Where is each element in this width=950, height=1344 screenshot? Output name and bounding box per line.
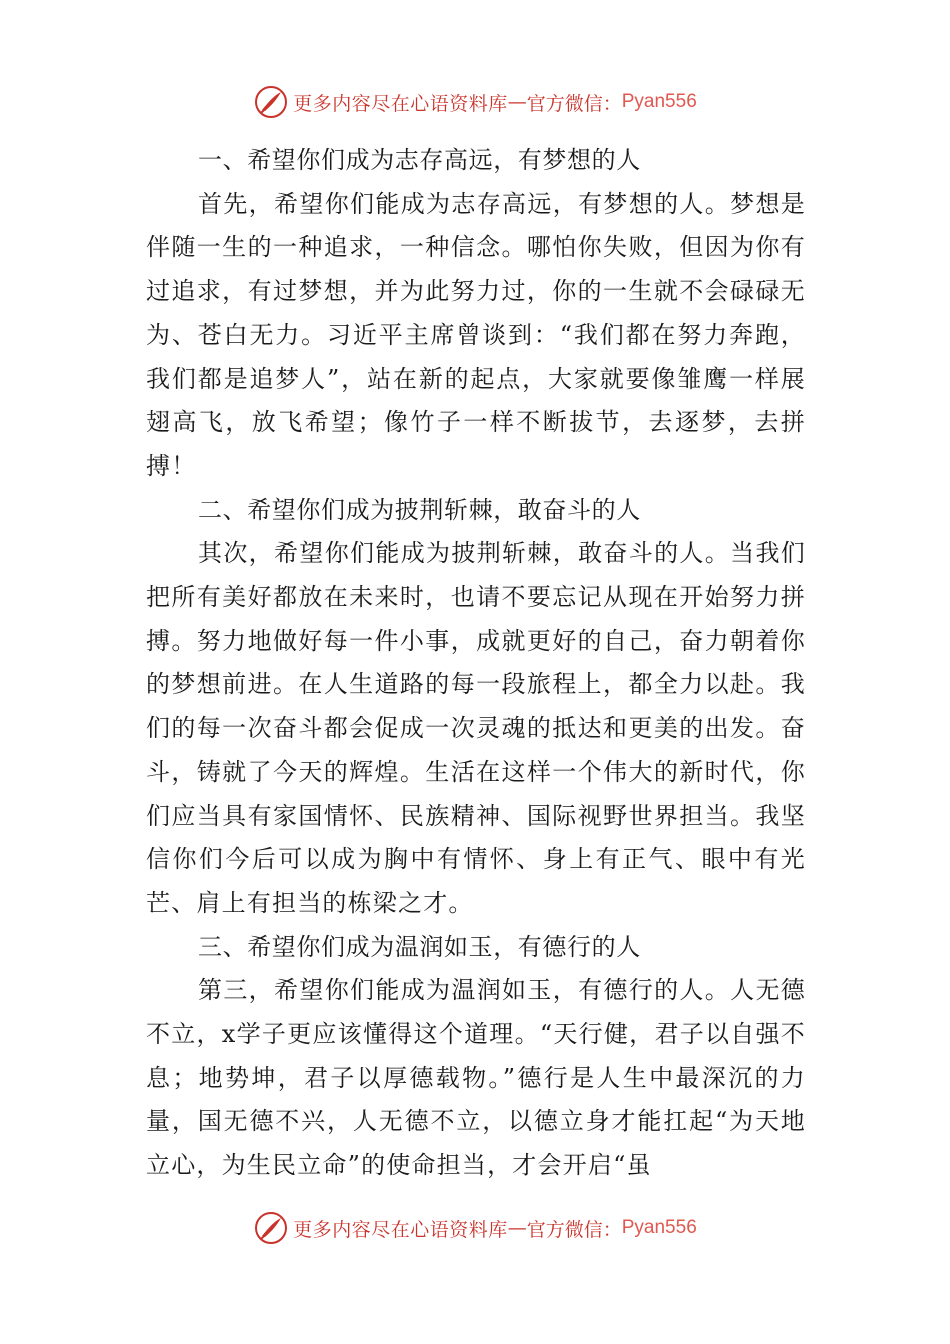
section-paragraph-2: 其次，希望你们能成为披荆斩棘，敢奋斗的人。当我们把所有美好都放在未来时，也请不要忘记从现在开始努力拼搏。努力地做好每一件小事，成就更好的自己，奋力朝着你的梦想前进。在人生道路的每一段旅程上，都全力以赴。我们的每一次奋斗都会促成一次灵魂的抵达和更美的出发。奋斗，铸就了今天的辉煌。生活在这样一个伟大的新时代，你们应当具有家国情怀、民族精神、国际视野世界担当。我坚信你们今后可以成为胸中有情怀、身上有正气、眼中有光芒、肩上有担当的栋梁之才。 (146, 539, 806, 917)
section-paragraph-3: 第三，希望你们能成为温润如玉，有德行的人。人无德不立，x学子更应该懂得这个道理。“天行健，君子以自强不息；地势坤，君子以厚德载物。”德行是人生中最深沉的力量，国无德不兴，人无德不立，以德立身才能扛起“为天地立心，为生民立命”的使命担当，才会开启“虽 (146, 976, 806, 1180)
section-paragraph-1: 首先，希望你们能成为志存高远，有梦想的人。梦想是伴随一生的一种追求，一种信念。哪怕你失败，但因为你有过追求，有过梦想，并为此努力过，你的一生就不会碌碌无为、苍白无力。习近平主席曾谈到：“我们都在努力奔跑，我们都是追梦人”，站在新的起点，大家就要像雏鹰一样展翅高飞，放飞希望；像竹子一样不断拔节，去逐梦，去拼搏！ (146, 189, 806, 480)
watermark-prefix: 更多内容尽在心语资料库 (293, 92, 508, 115)
watermark-separator: — (507, 1217, 527, 1239)
document-body (146, 139, 806, 1188)
section-heading-1: 一、希望你们成为志存高远，有梦想的人 (198, 146, 641, 174)
watermark-label: 官方微信： (526, 1218, 622, 1241)
watermark-prefix: 更多内容尽在心语资料库 (293, 1218, 508, 1241)
section-heading-3: 三、希望你们成为温润如玉，有德行的人 (198, 932, 641, 961)
section-heading-2: 二、希望你们成为披荆斩棘，敢奋斗的人 (198, 495, 641, 524)
watermark-separator: — (507, 91, 527, 113)
watermark-label: 官方微信： (526, 92, 622, 115)
watermark-footer (0, 1208, 950, 1248)
watermark-wechat-id: Pyan556 (621, 91, 697, 112)
watermark-header (0, 82, 950, 122)
quill-logo-icon (253, 84, 289, 120)
watermark-wechat-id: Pyan556 (621, 1217, 697, 1238)
quill-logo-icon (253, 1210, 289, 1246)
